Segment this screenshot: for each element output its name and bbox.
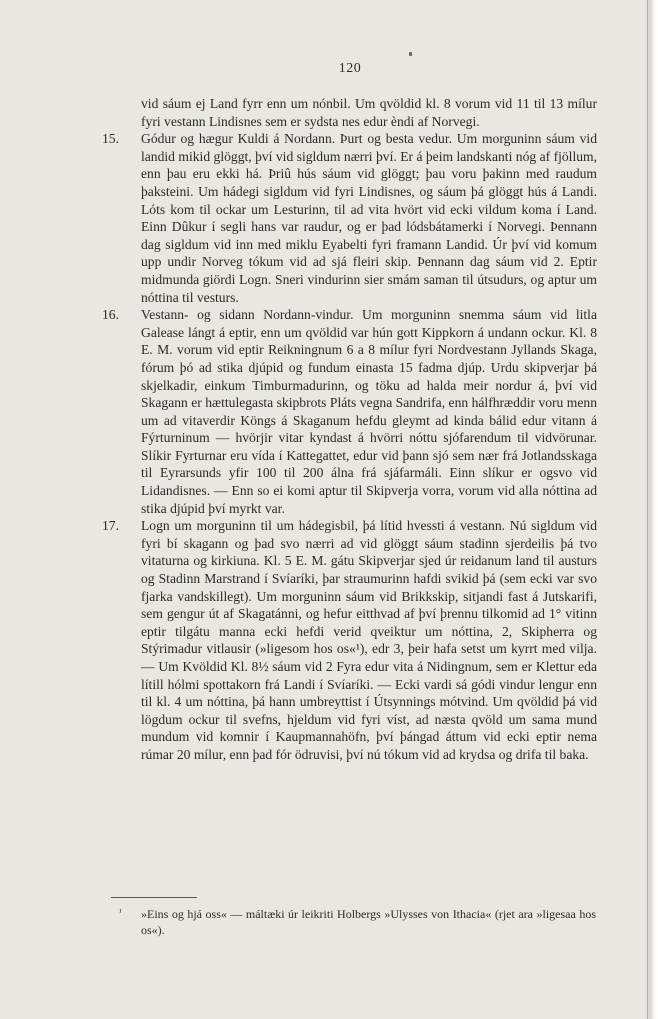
body-text <box>102 95 597 764</box>
paragraph-day-16 <box>102 306 597 517</box>
paragraph-day-15 <box>102 130 597 306</box>
paragraph-number: 17. <box>102 518 119 534</box>
page-edge-line <box>647 0 648 1019</box>
paragraph-number: 16. <box>102 307 119 323</box>
ink-dot <box>409 52 412 56</box>
page-number: 120 <box>338 61 362 76</box>
paragraph-day-17 <box>102 517 597 763</box>
paragraph-text: vid sáum ej Land fyrr enn um nónbil. Um qvöldid kl. 8 vorum vid 11 til 13 mílur fyri vestann Lindisnes sem er sydsta nes edur èndi af Norvegi. <box>141 96 597 129</box>
footnote-text: »Eins og hjá oss« — máltæki úr leikriti Holbergs »Ulysses von Ithacia« (rjet ara »ligesaa hos os«). <box>141 907 596 937</box>
paragraph-text: Vestann- og sidann Nordann-vindur. Um morguninn snemma sáum vid litla Galease lángt á eptir, enn um qvöldid var hún gott Kippkorn á undann ockur. Kl. 8 E. M. vorum vid eptir Reikningnum 6 a 8 mílur fyri Nordvestann Jyllands Skaga, fórum þó ad stika djúpid og fundum einasta 15 fadma djúp. Urdu skipverjar þá skjelkadir, einkum Timburmadurinn, og töku ad halda meir nordur á, því vid Skagann er hættulegasta skipbrots Pláts vegna Sandrifa, enn hálfhræddir voru menn um ad vitaverdir Köngs á Skaganum hefdu gleymt ad kinda bálid edur vitann á Fýrturninum — hvörjir vitar kyndast á hvörri nóttu sjófarendum til vidvörunar. Slíkir Fyrturnar eru vída í Kattegattet, edur vid þann sjó sem nær frá Jotlandsskaga til Eyrarsunds yfir 100 til 200 álna frá sjáfarmáli. Einn slíkur er ogsvo vid Lidandisnes. — Enn so ei komi aptur til Skipverja vorra, vorum vid alla nóttina ad stika djúpid því myrkt var. <box>141 307 597 516</box>
footnote <box>119 907 596 938</box>
paragraph-text: Gódur og hægur Kuldi á Nordann. Þurt og besta vedur. Um morguninn sáum vid landid mikid glöggt, því vid sigldum nærri því. Er á þeim landskanti nóg af fjöllum, enn þau eru ekki há. Þriû hús sáum vid glöggt; þau voru þakinn med raudum þaksteini. Um hádegi sigldum vid fyri Lindisnes, og sáum þá glöggt hús á Landi. Lóts kom til ockar um Lesturinn, til ad vita hvört vid ecki vildum koma í Land. Einn Dûkur í segli hans var raudur, og er þad lódsbátamerki í Norvegi. Þennann dag sigldum vid inn med miklu Eyabelti fyri framann Landid. Úr því vid komum upp undir Norveg tókum vid ad sjá fleiri skip. Þennann dag sáum vid 2. Eptir midmunda giördi Logn. Sneri vindurinn sier smám saman til útsudurs, og aptur um nóttina til vesturs. <box>141 131 597 305</box>
footnote-rule <box>111 897 197 898</box>
paragraph-continuation <box>141 95 597 130</box>
footnote-marker: ¹ <box>119 907 122 917</box>
paragraph-number: 15. <box>102 131 119 147</box>
paragraph-text: Logn um morguninn til um hádegisbil, þá lítid hvessti á vestann. Nú sigldum vid fyri bí skagann og þad svo nærri ad vid glöggt sáum stadinn sjerdeilis þá tvo vitaturna og kirkiuna. Kl. 5 E. M. gátu Skipverjar sjed úr reidanum land til austurs og Stadinn Marstrand í Svíaríki, þar straumurinn hafdi svikid þá (sem ecki var svo fjarka vandskillegt). Um morguninn sáum vid Brikkskip, sitjandi fast á Jutskarifi, sem gengur út af Skagatánni, og hefur eitthvad af því þrennu tilkomid ad 1° vitinn eptir tilgátu manna ecki hefdi verid qveiktur um nóttina, 2, Skipherra og Stýrimadur vitlausir (»ligesom hos os«¹), edr 3, þeir hafa setst um kyrrt med vilja. — Um Kvöldid Kl. 8½ sáum vid 2 Fyra edur vita á Nidingnum, sem er Klettur eda lítill hólmi spottakorn frá Landi í Svíaríki. — Ecki vardi sá gódi vindur lengur enn til kl. 4 um nóttina, þá hann umbreyttist í Útsynnings mótvind. Um qvöldid þá vid lögdum ockur til svefns, hjeldum vid fyri víst, ad næsta qvöld um sama mund mundum vid komnir í Kaupmannahöfn, því þángad áttum vid ecki eptir nema rúmar 20 mílur, enn þad fór ödruvisi, því nú tókum vid ad krydsa og drifa til baka. <box>141 518 597 762</box>
